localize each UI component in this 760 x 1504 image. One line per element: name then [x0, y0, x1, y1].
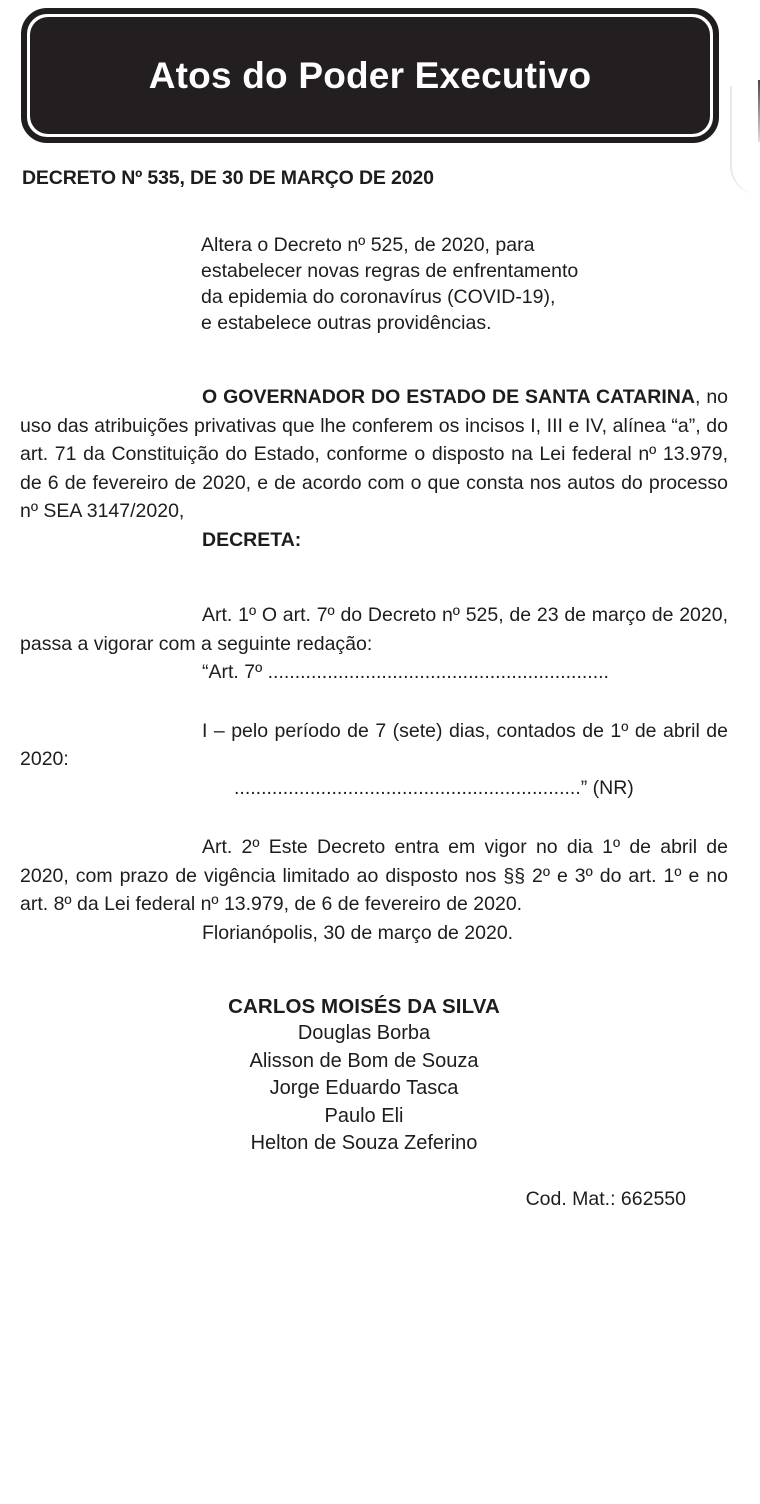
signature-block — [10, 993, 718, 1158]
signature-name: Douglas Borba — [297, 1022, 431, 1045]
signature-name: Jorge Eduardo Tasca — [269, 1077, 459, 1100]
signature-name: Paulo Eli — [324, 1104, 404, 1127]
document-body — [20, 166, 728, 1212]
quoted-inciso-1: I – pelo período de 7 (sete) dias, contados de 1º de abril de 2020: — [20, 719, 728, 771]
ementa-line: da epidemia do coronavírus (COVID-19), — [201, 286, 556, 309]
section-banner-inner — [30, 17, 710, 134]
signature-name: Helton de Souza Zeferino — [250, 1132, 478, 1155]
ementa-line: estabelecer novas regras de enfrentamento — [201, 260, 579, 283]
decree-heading: DECRETO Nº 535, DE 30 DE MARÇO DE 2020 — [22, 167, 434, 189]
article-2: Art. 2º Este Decreto entra em vigor no dia 1º de abril de 2020, com prazo de vigência limitado ao disposto nos §§ 2º e 3º do art. 1º e no art. 8º da Lei federal nº 13.979, de 6 de fevereiro de 2020. — [20, 836, 728, 916]
signature-governor: CARLOS MOISÉS DA SILVA — [228, 995, 500, 1019]
decree-preamble — [20, 383, 728, 526]
article-1: Art. 1º O art. 7º do Decreto nº 525, de 23 de março de 2020, passa a vigorar com a seguinte redação: — [20, 604, 728, 655]
quoted-article-7-open: “Art. 7º ............................................................... — [202, 661, 609, 684]
signature-name: Alisson de Bom de Souza — [249, 1049, 479, 1072]
ementa-line: Altera o Decreto nº 525, de 2020, para — [201, 234, 535, 257]
preamble-authority: O GOVERNADOR DO ESTADO DE SANTA CATARINA — [202, 386, 695, 409]
ementa-line: e estabelece outras providências. — [201, 312, 492, 335]
place-and-date: Florianópolis, 30 de março de 2020. — [202, 921, 514, 944]
section-banner-title: Atos do Poder Executivo — [148, 55, 592, 96]
material-code: Cod. Mat.: 662550 — [525, 1187, 686, 1210]
preamble-text: , no uso das atribuições privativas que lhe conferem os incisos I, III e IV, alínea “a”, do art. 71 da Constituição do Estado, conforme o disposto na Lei federal nº 13.979, de 6 de fevereiro de 2020, e de acordo com o que consta nos autos do processo nº SEA 3147/2020, — [20, 386, 729, 523]
section-banner — [21, 8, 719, 143]
decree-ementa — [201, 232, 728, 336]
decreta-label: DECRETA: — [202, 528, 302, 551]
quoted-article-7-close: ................................................................” (NR) — [234, 776, 634, 799]
scan-corner-artifact — [730, 86, 758, 194]
